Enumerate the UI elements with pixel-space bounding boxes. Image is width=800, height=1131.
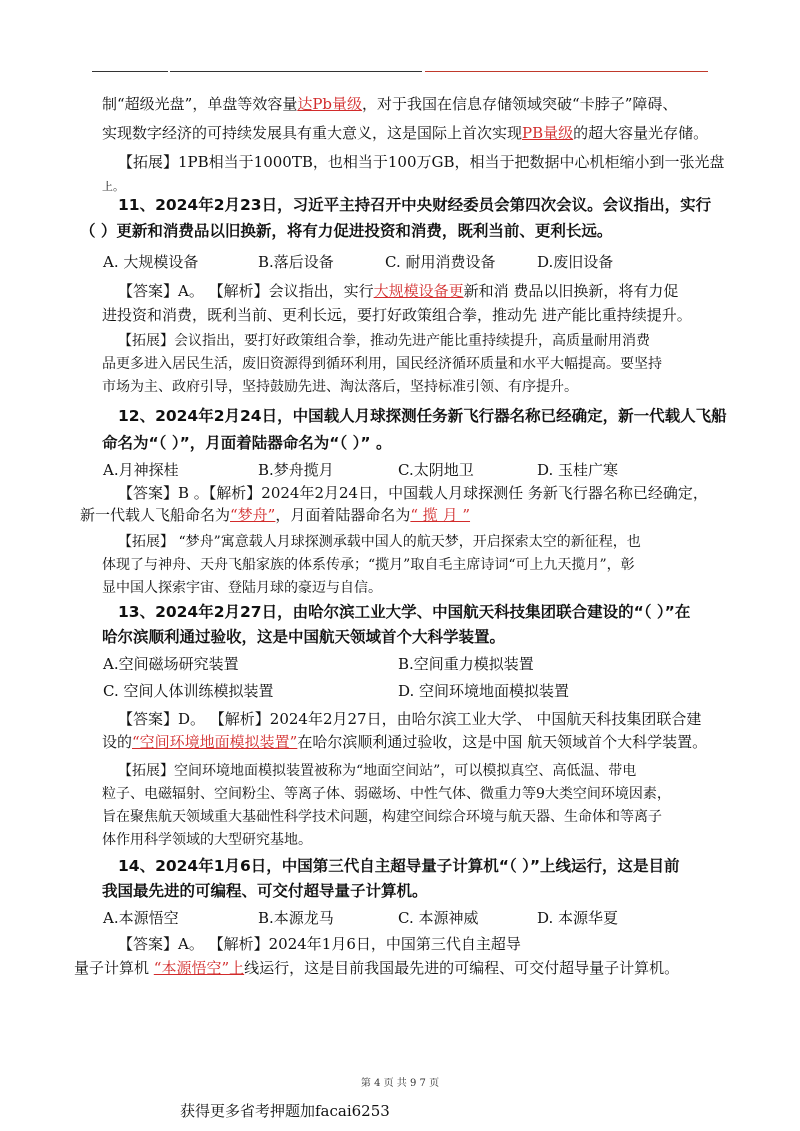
extension-line: 粒子、电磁辐射、空间粉尘、等离子体、弱磁场、中性气体、微重力等9大类空间环境因素， [102,786,671,802]
highlight-text: “梦舟” [230,506,276,524]
option: A.本源悟空 [103,909,179,927]
question-14-line2: 我国最先进的可编程、可交付超导量子计算机。 [102,882,428,900]
option: D. 玉桂广寒 [537,461,619,479]
extension-line: 【拓展】空间环境地面模拟装置被称为“地面空间站”，可以模拟真空、高低温、带电 [118,763,637,779]
extension-line: 品更多进入居民生活，废旧资源得到循环利用，国民经济循环质量和水平大幅提高。要坚持 [102,356,662,372]
answer-line: 设的“空间环境地面模拟装置”在哈尔滨顺利通过验收，这是中国 航天领域首个大科学装置。 [102,733,708,751]
highlight-text: PB量级 [522,124,574,142]
highlight-text: 大规模设备更 [373,282,464,300]
option: A.月神探桂 [103,461,179,479]
extension-line: 显中国人探索宇宙、登陆月球的豪迈与自信。 [102,580,382,596]
option: B.梦舟揽月 [258,461,334,479]
promo-text: 获得更多省考押题加facai6253 [180,1102,390,1120]
extension-line: 市场为主、政府引导，坚持鼓励先进、淘汰落后，坚持标准引领、有序提升。 [102,379,578,395]
question-13: 13、2024年2月27日，由哈尔滨工业大学、中国航天科技集团联合建设的“（ ）”在 [118,603,691,621]
extension-line: 体现了与神舟、天舟飞船家族的体系传承；“揽月”取自毛主席诗词“可上九天揽月”，彰 [102,557,635,573]
option: A.空间磁场研究装置 [103,655,239,673]
option: C. 空间人体训练模拟装置 [103,682,274,700]
header-rule [92,71,168,72]
extension-line: 【拓展】1PB相当于1000TB，也相当于100万GB，相当于把数据中心机柜缩小到一张光盘 [118,153,725,171]
answer-line: 【答案】D。 【解析】2024年2月27日，由哈尔滨工业大学、 中国航天科技集团联合建 [118,710,702,728]
highlight-text: “本源悟空”上 [153,959,245,977]
option: B.空间重力模拟装置 [398,655,534,673]
header-rule-red [425,71,708,72]
highlight-text: 达Pb量级 [297,95,363,113]
extension-line: 旨在聚焦航天领域重大基础性科学技术问题，构建空间综合环境与航天器、生命体和等离子 [102,809,662,825]
extension-line: 【拓展】会议指出，要打好政策组合拳，推动先进产能比重持续提升，高质量耐用消费 [118,333,650,349]
question-14: 14、2024年1月6日，中国第三代自主超导量子计算机“（ ）”上线运行，这是目前 [118,857,680,875]
option: B.本源龙马 [258,909,334,927]
question-11-line2: （ ）更新和消费品以旧换新，将有力促进投资和消费，既利当前、更利长远。 [80,222,613,240]
answer-line: 进投资和消费，既利当前、更利长远，要打好政策组合拳，推动先 进产能比重持续提升。 [102,306,692,324]
option: D. 空间环境地面模拟装置 [398,682,570,700]
answer-line: 【答案】A。 【解析】2024年1月6日，中国第三代自主超导 [118,935,521,953]
text-line: 实现数字经济的可持续发展具有重大意义，这是国际上首次实现PB量级的超大容量光存储。 [102,124,709,142]
highlight-text: “空间环境地面模拟装置” [132,733,298,751]
option: C. 本源神威 [398,909,479,927]
header-rule [170,71,422,72]
option: A. 大规模设备 [103,253,199,271]
option: D.废旧设备 [537,253,614,271]
extension-line: 体作用科学领域的大型研究基地。 [102,832,312,848]
question-12-line2: 命名为“（ ）”，月面着陆器命名为“（ ）” 。 [102,434,392,452]
extension-line: 【拓展】 “梦舟”寓意载人月球探测承载中国人的航天梦，开启探索太空的新征程，也 [118,534,641,550]
answer-line: 【答案】A。 【解析】会议指出，实行大规模设备更新和消 费品以旧换新，将有力促 [118,282,679,300]
question-12: 12、2024年2月24日，中国载人月球探测任务新飞行器名称已经确定，新一代载人飞船 [118,407,727,425]
answer-line: 【答案】B 。【解析】2024年2月24日，中国载人月球探测任 务新飞行器名称已经确定， [118,484,708,502]
answer-line: 量子计算机 “本源悟空”上线运行，这是目前我国最先进的可编程、可交付超导量子计算机。 [74,959,680,977]
option: C. 耐用消费设备 [385,253,496,271]
page-number: 第 4 页 共 9 7 页 [360,1078,440,1089]
extension-line: 上。 [102,180,124,193]
text-line: 制“超级光盘”，单盘等效容量达Pb量级，对于我国在信息存储领域突破“卡脖子”障碍、 [102,95,678,113]
option: B.落后设备 [258,253,334,271]
question-13-line2: 哈尔滨顺利通过验收，这是中国航天领域首个大科学装置。 [102,628,506,646]
answer-line: 新一代载人飞船命名为“梦舟”，月面着陆器命名为“ 揽 月 ” [80,506,471,524]
option: D. 本源华夏 [537,909,619,927]
highlight-text: “ 揽 月 ” [410,506,471,524]
question-11: 11、2024年2月23日，习近平主持召开中央财经委员会第四次会议。会议指出，实行 [118,196,712,214]
option: C.太阴地卫 [398,461,474,479]
